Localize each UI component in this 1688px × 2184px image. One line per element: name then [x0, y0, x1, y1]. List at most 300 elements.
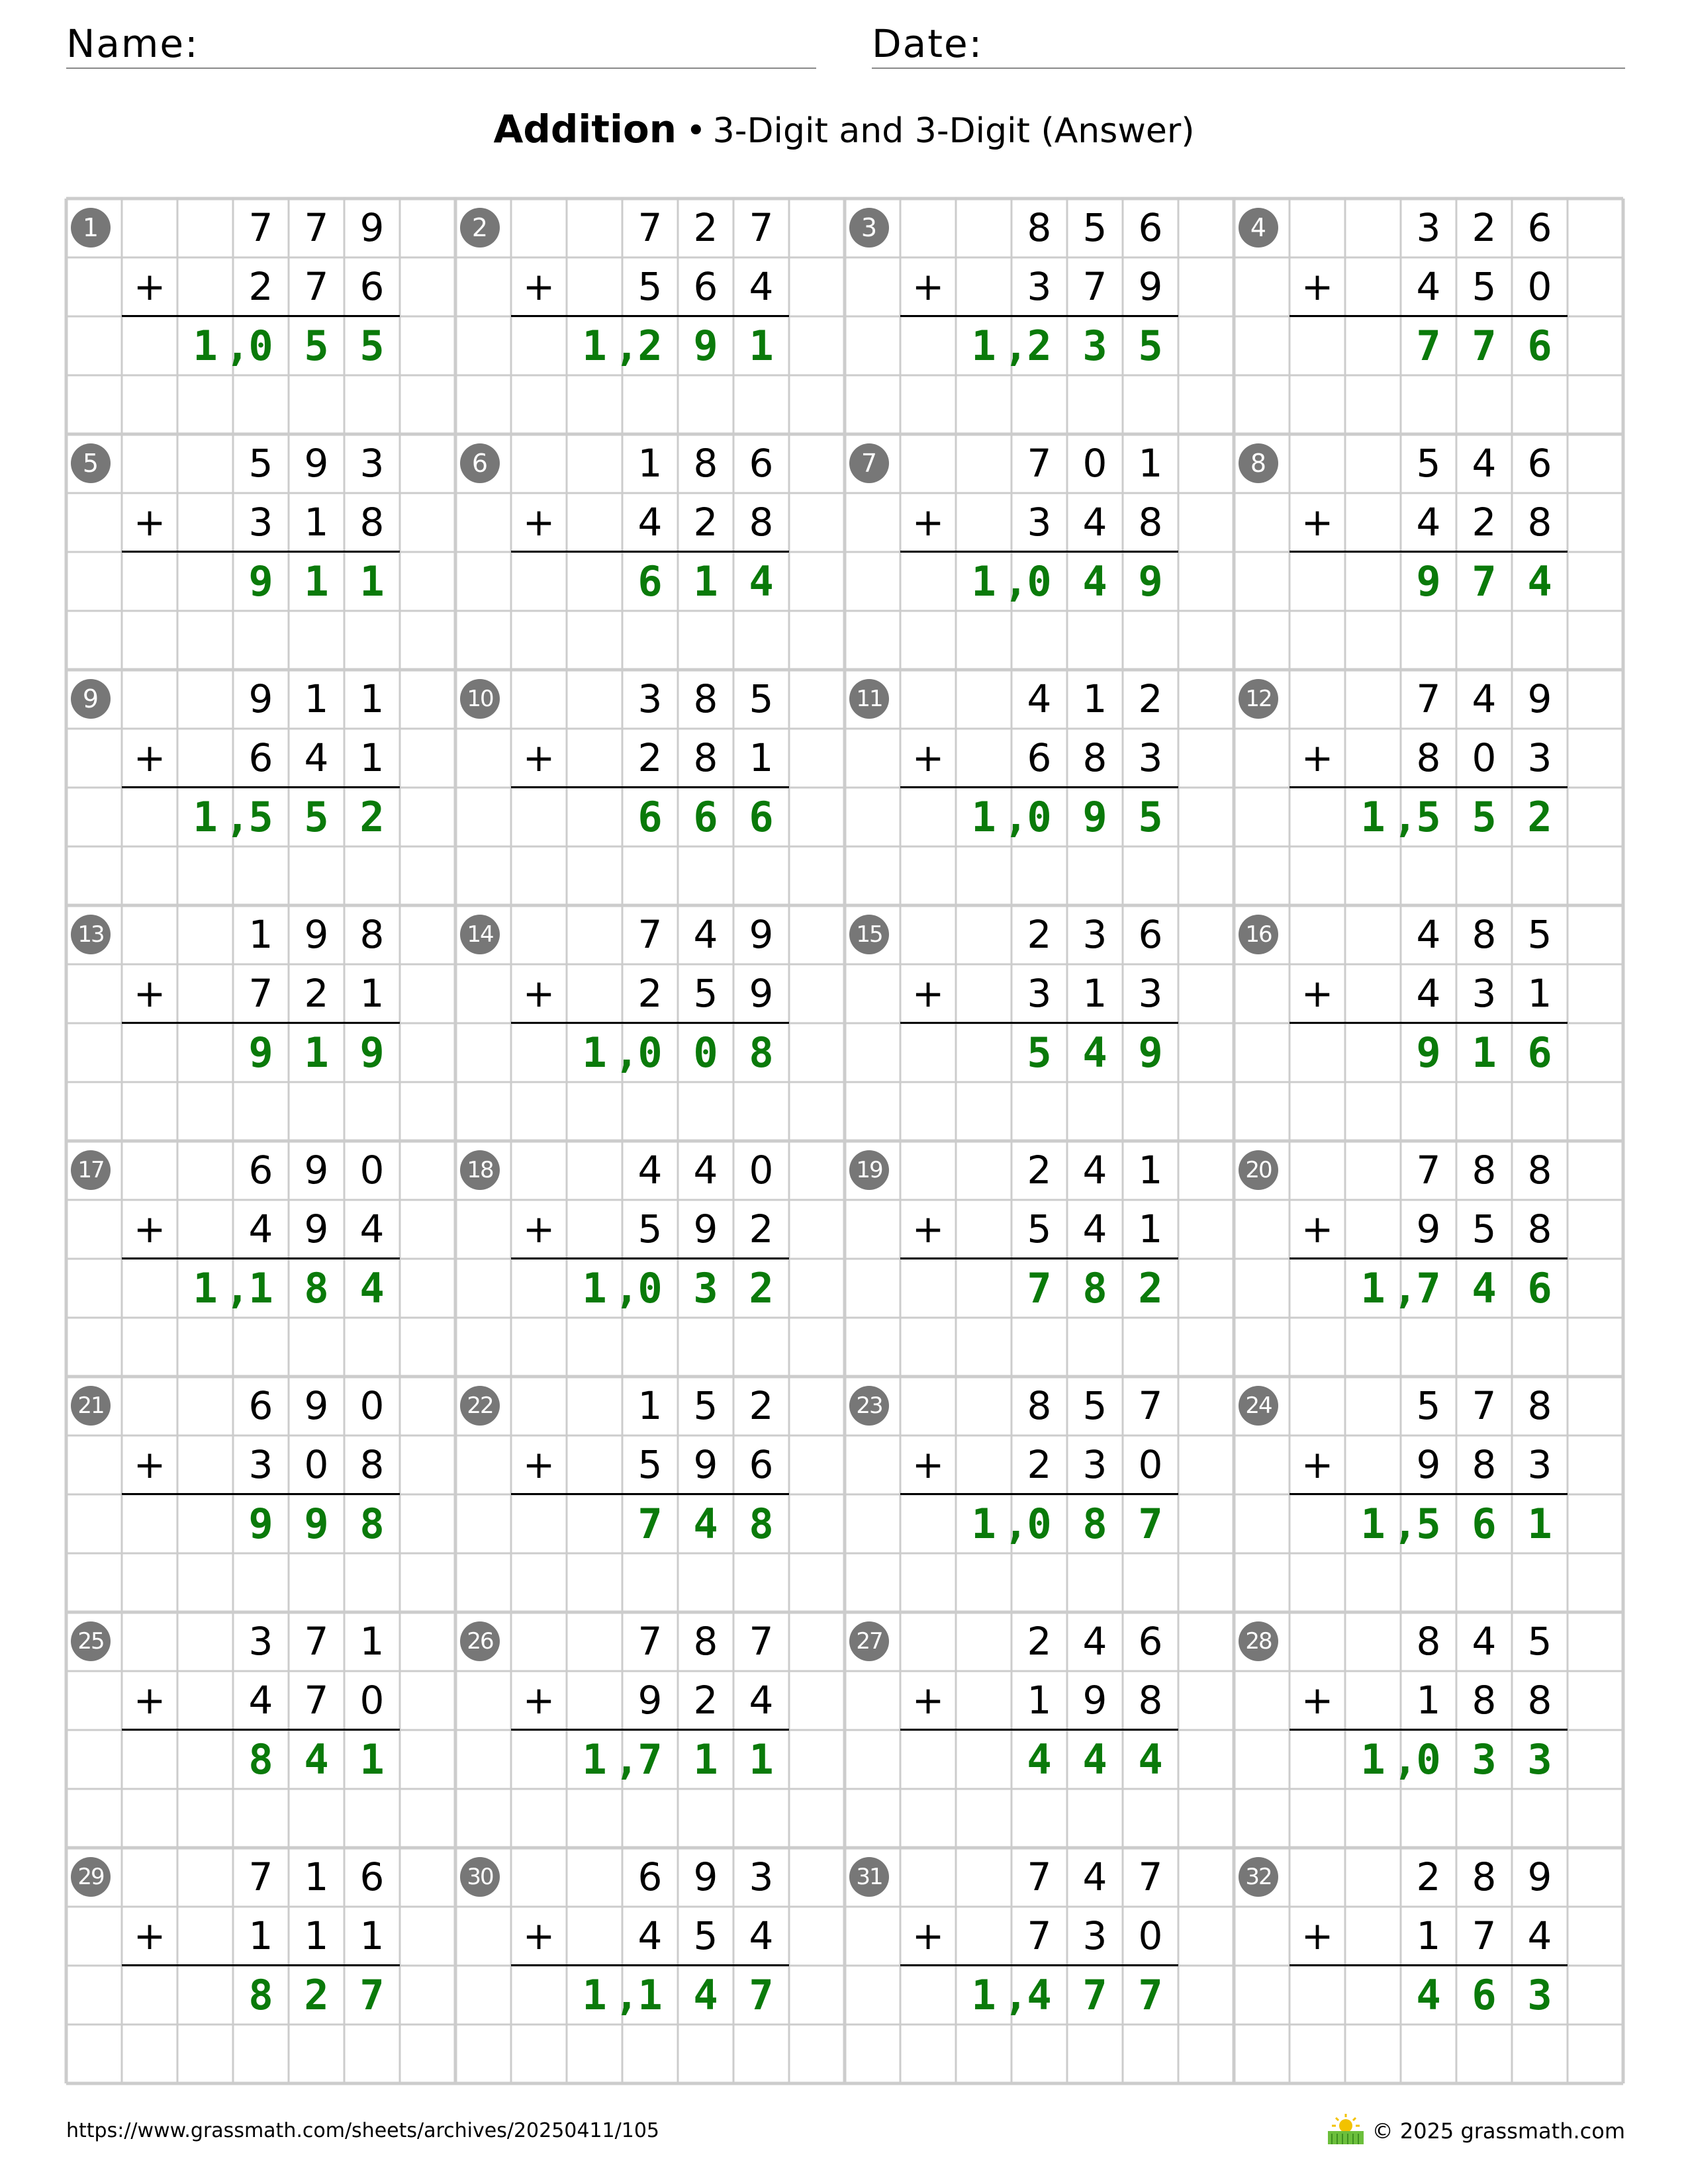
problem-12 — [1234, 670, 1623, 905]
grassmath-logo-icon — [1325, 2111, 1366, 2147]
digit: 8 — [1527, 1206, 1552, 1251]
name-label: Name: — [66, 21, 199, 66]
answer: 1 ,0 3 2 — [511, 1259, 789, 1318]
digit: 8 — [1138, 500, 1163, 545]
digit: 6 — [1138, 912, 1163, 957]
plus-sign: + — [1301, 1442, 1334, 1487]
answer-digit: 1 — [304, 557, 329, 606]
digit: 9 — [248, 676, 273, 721]
addend-bottom — [455, 964, 845, 1023]
answer — [1289, 552, 1568, 611]
digit: 1 — [637, 1383, 663, 1428]
problem-17 — [66, 1141, 455, 1377]
answer-digit: 1 — [304, 1028, 329, 1077]
plus-sign: + — [522, 1913, 555, 1958]
answer-digit: 0 — [637, 1028, 663, 1077]
answer-digit: 1 — [693, 557, 718, 606]
answer-digit: 0 — [1027, 557, 1052, 606]
answer-digit: 9 — [1082, 793, 1107, 841]
digit: 4 — [637, 1913, 663, 1958]
problem-10 — [455, 670, 845, 905]
digit: 4 — [1082, 1148, 1107, 1193]
problem-number-badge: 16 — [1239, 915, 1278, 954]
answer-digit: 3 — [1472, 1735, 1497, 1784]
digit: 2 — [1027, 1619, 1052, 1664]
answer-digit: 3 — [1527, 1735, 1552, 1784]
problem-1 — [66, 199, 455, 434]
digit: 4 — [248, 1206, 273, 1251]
digit: 9 — [304, 1148, 329, 1193]
problem-number-badge: 6 — [460, 443, 500, 483]
date-label: Date: — [872, 21, 984, 66]
problem-6 — [455, 434, 845, 670]
answer-digit: 4 — [359, 1264, 385, 1312]
addend-bottom — [845, 1435, 1234, 1494]
digit: 5 — [248, 441, 273, 486]
digit: 7 — [1416, 676, 1441, 721]
plus-sign: + — [522, 500, 555, 545]
digit: 0 — [1082, 441, 1107, 486]
digit: 7 — [1472, 1913, 1497, 1958]
digit: 9 — [304, 1383, 329, 1428]
problem-30 — [455, 1848, 845, 2083]
problem-number-badge: 2 — [460, 208, 500, 248]
problem-23 — [845, 1377, 1234, 1612]
addend-top — [455, 1377, 845, 1435]
plus-sign: + — [1301, 500, 1334, 545]
digit: 8 — [1472, 912, 1497, 957]
addend-bottom — [845, 1907, 1234, 1966]
digit: 9 — [693, 1442, 718, 1487]
answer-digit: 1 — [971, 1971, 996, 2019]
answer-digit: 1 — [637, 1971, 663, 2019]
digit: 7 — [304, 1619, 329, 1664]
plus-sign: + — [912, 500, 945, 545]
answer-digit: 8 — [248, 1735, 273, 1784]
answer-digit: 4 — [1082, 1028, 1107, 1077]
digit: 8 — [1416, 735, 1441, 780]
digit: 6 — [359, 264, 385, 309]
digit: 8 — [359, 500, 385, 545]
problem-24 — [1234, 1377, 1623, 1612]
answer — [122, 1730, 400, 1789]
answer-digit: 9 — [359, 1028, 385, 1077]
digit: 4 — [304, 735, 329, 780]
answer: 1 ,5 5 2 — [122, 788, 400, 846]
answer-digit: 5 — [248, 793, 273, 841]
digit: 8 — [1472, 1854, 1497, 1899]
answer-digit: 4 — [1416, 1971, 1441, 2019]
digit: 5 — [1472, 1206, 1497, 1251]
digit: 8 — [359, 1442, 385, 1487]
answer-digit: 6 — [637, 557, 663, 606]
addend-top — [66, 1612, 455, 1671]
plus-sign: + — [522, 1442, 555, 1487]
digit: 5 — [693, 1383, 718, 1428]
plus-sign: + — [1301, 264, 1334, 309]
answer-digit: 6 — [693, 793, 718, 841]
addend-bottom — [1234, 1907, 1623, 1966]
addend-top — [455, 1612, 845, 1671]
problem-number-badge: 28 — [1239, 1621, 1278, 1661]
problem-number-badge: 9 — [71, 679, 111, 719]
answer-digit: 1 — [582, 1971, 607, 2019]
digit: 8 — [1082, 735, 1107, 780]
digit: 5 — [637, 1206, 663, 1251]
plus-sign: + — [133, 735, 166, 780]
digit: 1 — [1027, 1678, 1052, 1723]
digit: 5 — [1527, 912, 1552, 957]
digit: 7 — [304, 205, 329, 250]
addend-bottom — [455, 493, 845, 552]
answer-digit: 1 — [749, 322, 774, 370]
answer: 1 ,0 3 3 — [1289, 1730, 1568, 1789]
digit: 3 — [248, 500, 273, 545]
answer-digit: 1 — [693, 1735, 718, 1784]
answer-digit: 4 — [749, 557, 774, 606]
addend-bottom — [845, 1200, 1234, 1259]
addend-bottom — [845, 1671, 1234, 1730]
plus-sign: + — [522, 735, 555, 780]
digit: 8 — [1527, 1678, 1552, 1723]
addend-bottom — [66, 1907, 455, 1966]
digit: 1 — [1527, 971, 1552, 1016]
problem-31 — [845, 1848, 1234, 2083]
digit: 9 — [749, 912, 774, 957]
plus-sign: + — [522, 1206, 555, 1251]
digit: 3 — [1082, 1913, 1107, 1958]
digit: 2 — [693, 500, 718, 545]
answer-digit: 9 — [248, 1028, 273, 1077]
answer-digit: 1 — [193, 322, 218, 370]
addend-bottom — [1234, 964, 1623, 1023]
digit: 8 — [693, 735, 718, 780]
plus-sign: + — [1301, 1206, 1334, 1251]
answer-digit: 8 — [749, 1500, 774, 1548]
digit: 7 — [304, 1678, 329, 1723]
digit: 4 — [749, 264, 774, 309]
problem-number-badge: 13 — [71, 915, 111, 954]
digit: 1 — [1138, 1148, 1163, 1193]
answer-digit: 9 — [1138, 1028, 1163, 1077]
answer: 1 ,2 3 5 — [900, 316, 1178, 375]
digit: 7 — [1138, 1854, 1163, 1899]
digit: 0 — [359, 1148, 385, 1193]
problem-number-badge: 27 — [849, 1621, 889, 1661]
answer-digit: 7 — [1082, 1971, 1107, 2019]
answer-digit: 5 — [1472, 793, 1497, 841]
addend-top — [455, 905, 845, 964]
plus-sign: + — [522, 971, 555, 1016]
plus-sign: + — [912, 971, 945, 1016]
digit: 7 — [304, 264, 329, 309]
answer-digit: 0 — [1027, 1500, 1052, 1548]
digit: 3 — [1416, 205, 1441, 250]
answer-digit: 6 — [1527, 1264, 1552, 1312]
digit: 0 — [1527, 264, 1552, 309]
digit: 9 — [304, 441, 329, 486]
answer-digit: 8 — [304, 1264, 329, 1312]
digit: 8 — [1472, 1678, 1497, 1723]
digit: 2 — [304, 971, 329, 1016]
answer-digit: 1 — [1360, 1264, 1385, 1312]
answer-digit: 4 — [1472, 1264, 1497, 1312]
addend-top — [1234, 1377, 1623, 1435]
addend-top — [1234, 905, 1623, 964]
digit: 0 — [1138, 1913, 1163, 1958]
problem-15 — [845, 905, 1234, 1141]
answer-digit: 0 — [693, 1028, 718, 1077]
digit: 9 — [1416, 1442, 1441, 1487]
problem-number-badge: 20 — [1239, 1150, 1278, 1190]
addend-top — [845, 434, 1234, 493]
answer-digit: 1 — [582, 1735, 607, 1784]
digit: 1 — [359, 1619, 385, 1664]
digit: 1 — [304, 500, 329, 545]
plus-sign: + — [912, 1206, 945, 1251]
title-bullet: • — [686, 111, 706, 151]
digit: 9 — [693, 1206, 718, 1251]
answer-digit: 1 — [582, 1028, 607, 1077]
digit: 5 — [1472, 264, 1497, 309]
digit: 9 — [637, 1678, 663, 1723]
answer — [122, 1023, 400, 1082]
digit: 0 — [359, 1383, 385, 1428]
digit: 8 — [1138, 1678, 1163, 1723]
problem-5 — [66, 434, 455, 670]
answer: 1 ,1 8 4 — [122, 1259, 400, 1318]
digit: 5 — [637, 1442, 663, 1487]
answer-digit: 5 — [1416, 793, 1441, 841]
addend-top — [66, 434, 455, 493]
answer-digit: 8 — [359, 1500, 385, 1548]
addend-bottom — [1234, 1200, 1623, 1259]
digit: 7 — [1027, 441, 1052, 486]
digit: 3 — [1527, 1442, 1552, 1487]
digit: 5 — [1027, 1206, 1052, 1251]
addend-bottom — [845, 493, 1234, 552]
problem-number-badge: 15 — [849, 915, 889, 954]
digit: 1 — [248, 1913, 273, 1958]
digit: 5 — [1416, 441, 1441, 486]
addend-top — [66, 1848, 455, 1907]
plus-sign: + — [912, 735, 945, 780]
answer: 1 ,0 8 7 — [900, 1494, 1178, 1553]
digit: 8 — [693, 441, 718, 486]
addend-top — [455, 1141, 845, 1200]
digit: 4 — [749, 1678, 774, 1723]
answer-digit: 2 — [749, 1264, 774, 1312]
addend-bottom — [66, 493, 455, 552]
answer-digit: 1 — [1360, 1735, 1385, 1784]
problem-number-badge: 19 — [849, 1150, 889, 1190]
problem-22 — [455, 1377, 845, 1612]
problem-number-badge: 30 — [460, 1857, 500, 1897]
digit: 7 — [749, 1619, 774, 1664]
answer: 1 ,2 9 1 — [511, 316, 789, 375]
problem-number-badge: 17 — [71, 1150, 111, 1190]
addend-bottom — [66, 257, 455, 316]
answer-digit: 1 — [359, 557, 385, 606]
digit: 3 — [1138, 971, 1163, 1016]
plus-sign: + — [912, 1678, 945, 1723]
digit: 6 — [1138, 1619, 1163, 1664]
digit: 8 — [1472, 1442, 1497, 1487]
digit: 9 — [304, 1206, 329, 1251]
answer-digit: 4 — [1027, 1971, 1052, 2019]
answer-digit: 4 — [693, 1971, 718, 2019]
answer: 1 ,7 1 1 — [511, 1730, 789, 1789]
problem-19 — [845, 1141, 1234, 1377]
problem-32 — [1234, 1848, 1623, 2083]
answer-digit: 1 — [1360, 1500, 1385, 1548]
digit: 6 — [248, 735, 273, 780]
digit: 1 — [359, 971, 385, 1016]
worksheet-title — [0, 103, 1688, 158]
answer-digit: 1 — [1527, 1500, 1552, 1548]
digit: 2 — [1027, 912, 1052, 957]
digit: 2 — [637, 735, 663, 780]
digit: 8 — [1527, 500, 1552, 545]
addend-bottom — [455, 729, 845, 788]
digit: 8 — [749, 500, 774, 545]
problem-8 — [1234, 434, 1623, 670]
problem-3 — [845, 199, 1234, 434]
answer-digit: 9 — [1416, 557, 1441, 606]
title-main: Addition — [493, 107, 677, 152]
digit: 7 — [1082, 264, 1107, 309]
digit: 3 — [1027, 971, 1052, 1016]
digit: 2 — [693, 1678, 718, 1723]
addend-top — [845, 1377, 1234, 1435]
plus-sign: + — [912, 1442, 945, 1487]
digit: 0 — [1472, 735, 1497, 780]
digit: 6 — [637, 1854, 663, 1899]
answer: 1 ,5 6 1 — [1289, 1494, 1568, 1553]
digit: 7 — [1472, 1383, 1497, 1428]
answer-digit: 3 — [693, 1264, 718, 1312]
digit: 8 — [693, 676, 718, 721]
digit: 3 — [359, 441, 385, 486]
digit: 2 — [693, 205, 718, 250]
answer: 1 ,0 4 9 — [900, 552, 1178, 611]
plus-sign: + — [912, 264, 945, 309]
answer-digit: 7 — [1472, 322, 1497, 370]
addend-top — [455, 670, 845, 729]
plus-sign: + — [1301, 971, 1334, 1016]
digit: 1 — [1138, 441, 1163, 486]
addend-bottom — [1234, 1671, 1623, 1730]
digit: 5 — [637, 264, 663, 309]
digit: 4 — [1027, 676, 1052, 721]
plus-sign: + — [133, 1442, 166, 1487]
problem-number-badge: 23 — [849, 1386, 889, 1426]
answer: 1 ,0 9 5 — [900, 788, 1178, 846]
digit: 4 — [1416, 971, 1441, 1016]
addend-top — [1234, 670, 1623, 729]
problem-25 — [66, 1612, 455, 1848]
addend-bottom — [1234, 1435, 1623, 1494]
answer-digit: 6 — [749, 793, 774, 841]
digit: 7 — [248, 205, 273, 250]
digit: 1 — [304, 1913, 329, 1958]
digit: 7 — [1027, 1854, 1052, 1899]
plus-sign: + — [133, 1206, 166, 1251]
digit: 2 — [248, 264, 273, 309]
digit: 6 — [1527, 441, 1552, 486]
digit: 7 — [248, 1854, 273, 1899]
addend-top — [845, 670, 1234, 729]
digit: 3 — [1027, 264, 1052, 309]
digit: 0 — [304, 1442, 329, 1487]
answer-digit: 6 — [637, 793, 663, 841]
answer — [511, 788, 789, 846]
digit: 8 — [1527, 1383, 1552, 1428]
answer-digit: 7 — [1416, 322, 1441, 370]
answer-digit: 9 — [304, 1500, 329, 1548]
problem-18 — [455, 1141, 845, 1377]
answer-digit: 5 — [1138, 793, 1163, 841]
digit: 3 — [1082, 1442, 1107, 1487]
answer-digit: 1 — [971, 1500, 996, 1548]
problem-9 — [66, 670, 455, 905]
digit: 3 — [1082, 912, 1107, 957]
answer-digit: 7 — [637, 1500, 663, 1548]
digit: 8 — [1527, 1148, 1552, 1193]
digit: 6 — [248, 1383, 273, 1428]
answer-digit: 2 — [359, 793, 385, 841]
answer: 1 ,1 4 7 — [511, 1966, 789, 2025]
digit: 0 — [1138, 1442, 1163, 1487]
answer-digit: 8 — [1082, 1264, 1107, 1312]
digit: 4 — [1472, 676, 1497, 721]
digit: 9 — [1082, 1678, 1107, 1723]
digit: 1 — [359, 735, 385, 780]
plus-sign: + — [522, 1678, 555, 1723]
answer-digit: 1 — [248, 1264, 273, 1312]
answer-digit: 4 — [1138, 1735, 1163, 1784]
answer-digit: 1 — [749, 1735, 774, 1784]
digit: 1 — [248, 912, 273, 957]
digit: 9 — [749, 971, 774, 1016]
answer — [900, 1730, 1178, 1789]
addend-bottom — [1234, 493, 1623, 552]
addend-bottom — [455, 1435, 845, 1494]
digit: 4 — [637, 1148, 663, 1193]
date-field — [872, 20, 1625, 69]
digit: 9 — [1527, 676, 1552, 721]
digit: 5 — [749, 676, 774, 721]
answer-digit: 4 — [1082, 1735, 1107, 1784]
plus-sign: + — [1301, 1678, 1334, 1723]
digit: 1 — [637, 441, 663, 486]
answer-digit: 7 — [1138, 1971, 1163, 2019]
digit: 7 — [637, 1619, 663, 1664]
problem-4 — [1234, 199, 1623, 434]
name-field — [66, 20, 816, 69]
addend-top — [845, 905, 1234, 964]
plus-sign: + — [522, 264, 555, 309]
digit: 1 — [1138, 1206, 1163, 1251]
answer: 1 ,7 4 6 — [1289, 1259, 1568, 1318]
answer-digit: 7 — [1472, 557, 1497, 606]
addend-top — [1234, 1141, 1623, 1200]
answer — [122, 1494, 400, 1553]
answer-digit: 9 — [1138, 557, 1163, 606]
problem-number-badge: 8 — [1239, 443, 1278, 483]
digit: 7 — [749, 205, 774, 250]
answer-digit: 6 — [1527, 322, 1552, 370]
